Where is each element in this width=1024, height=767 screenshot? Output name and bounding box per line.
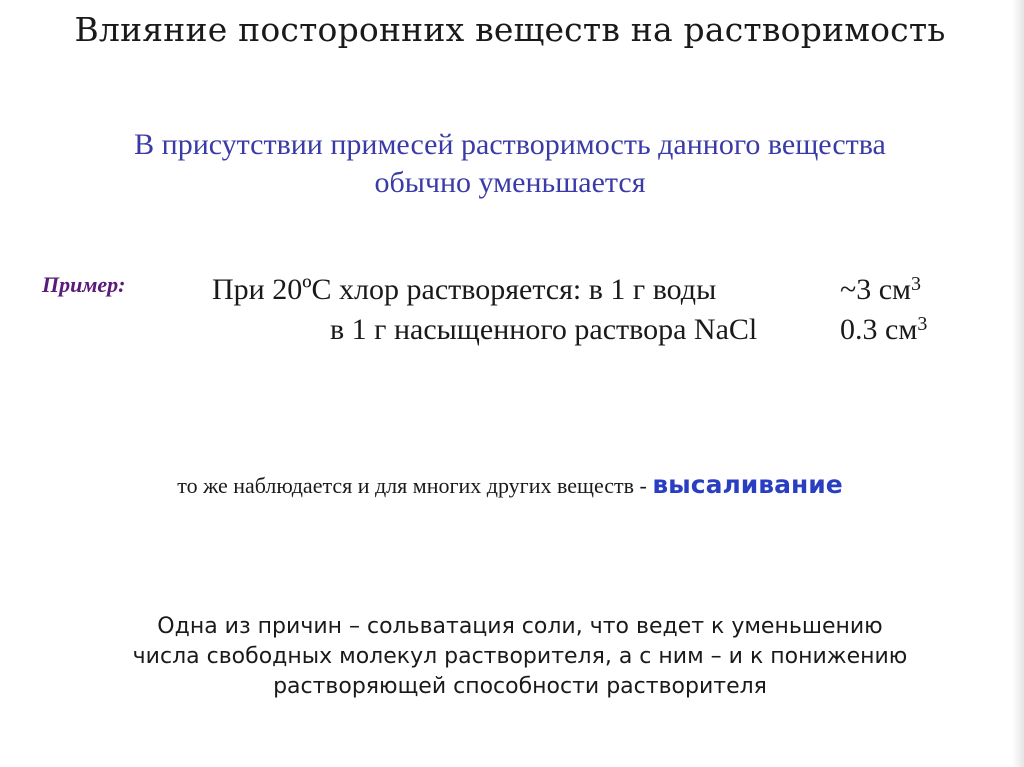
subtitle-line: В присутствии примесей растворимость данного вещества <box>134 128 886 161</box>
example-line-value: 0.3 $см^3$ <box>840 313 928 346</box>
salting-prefix: то же наблюдается и для многих других веществ - <box>177 473 653 498</box>
example-line-text: в 1 г насыщенного раствора NaCl <box>330 313 758 346</box>
slide-subtitle <box>40 126 980 202</box>
reason-paragraph <box>40 612 1000 702</box>
example-line-text: При 20ºС хлор растворяется: в 1 г воды <box>212 273 717 306</box>
example-line-value: ~3 $см^3$ <box>840 273 922 306</box>
example-line-nacl <box>330 312 928 348</box>
superscript: 3 <box>911 273 922 295</box>
salting-out-statement <box>40 470 980 499</box>
example-line-water <box>212 272 922 308</box>
superscript: 3 <box>917 313 928 335</box>
slide-edge-shadow <box>1012 0 1024 767</box>
slide-title: Влияние посторонних веществ на растворимость <box>74 10 946 49</box>
reason-line: растворяющей способности растворителя <box>273 674 767 699</box>
reason-line: Одна из причин – сольватация соли, что ведет к уменьшению <box>157 614 883 639</box>
salting-term: высаливание <box>652 470 843 499</box>
subtitle-line: обычно уменьшается <box>374 166 646 199</box>
reason-line: числа свободных молекул растворителя, а с ним – и к понижению <box>132 644 908 669</box>
example-label: Пример: <box>42 272 126 297</box>
